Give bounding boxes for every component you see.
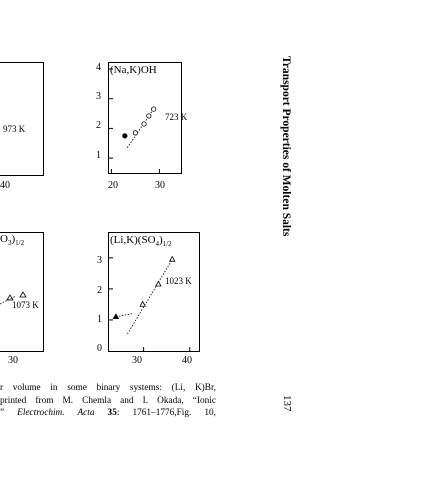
- x-tick-label-30: 30: [155, 180, 165, 191]
- open-circle-marker: [151, 107, 155, 111]
- title-fragment-sub: 3: [7, 239, 12, 248]
- open-circle-marker: [142, 122, 146, 126]
- x-tick-label-30: 30: [132, 355, 142, 366]
- running-title: Transport Properties of Molten Salts: [280, 56, 292, 237]
- temperature-label-1023k: 1023 K: [165, 276, 192, 286]
- open-triangle-marker: [20, 292, 26, 297]
- plot-title-fragment: [0, 233, 24, 247]
- plot-title-li-k-so4: [110, 234, 172, 248]
- open-circle-marker: [133, 131, 137, 135]
- y-tick-label-2: 2: [96, 120, 101, 131]
- open-triangle-marker: [156, 281, 161, 286]
- page-number: 137: [281, 395, 293, 412]
- caption-line-3: [0, 407, 216, 420]
- y-tick-label-4: 4: [96, 62, 101, 73]
- x-tick-label-40: 40: [182, 355, 192, 366]
- li-k-so4-plot-area: [109, 233, 199, 351]
- title-li-k-so4-sub1: 4: [155, 240, 160, 249]
- title-fragment-text: O: [0, 233, 8, 245]
- title-li-k-so4-sub2: 1/2: [162, 240, 172, 249]
- x-tick-label-30-left: 30: [8, 355, 18, 366]
- plot-panel-top-left: [0, 62, 44, 176]
- x-tick-label-40: 40: [0, 180, 10, 191]
- plot-title-na-k-oh: (Na,K)OH: [110, 64, 157, 76]
- dotted-fit-line: [127, 259, 172, 334]
- dotted-fit-line: [127, 108, 154, 148]
- y-tick-label-3: 3: [96, 91, 101, 102]
- title-li-k-so4-text: (Li,K)(SO: [110, 234, 156, 246]
- plot-panel-li-k-so4: [108, 232, 200, 352]
- y-tick-label-0: 0: [97, 343, 102, 354]
- title-li-k-so4-paren: ): [159, 234, 163, 246]
- filled-circle-marker: [123, 134, 127, 138]
- temperature-label-1073k: 1073 K: [12, 300, 39, 310]
- open-circle-marker: [147, 114, 151, 118]
- title-fragment-paren: ): [11, 233, 16, 245]
- y-tick-label-3: 3: [97, 255, 102, 266]
- y-tick-label-1: 1: [97, 314, 102, 325]
- x-tick-label-20: 20: [108, 180, 118, 191]
- y-tick-label-2: 2: [97, 285, 102, 296]
- figure-caption: [0, 382, 216, 420]
- caption-line-3-text: ” Electrochim. Acta 35: 1761–1776,Fig. 10,: [0, 408, 217, 419]
- temperature-label-723k: 723 K: [165, 112, 188, 122]
- dotted-fit-line: [116, 314, 132, 317]
- y-tick-label-1: 1: [96, 150, 101, 161]
- title-fragment-sub2: 1/2: [15, 239, 25, 248]
- filled-triangle-marker: [113, 314, 118, 319]
- open-triangle-marker: [140, 302, 145, 307]
- open-triangle-marker: [170, 257, 175, 262]
- caption-line-2: printed from M. Chemla and I. Okada, “Ionic: [0, 395, 216, 406]
- temperature-label-973k: 973 K: [3, 124, 26, 134]
- caption-line-1: r volume in some binary systems: (Li, K)Br,: [0, 383, 216, 393]
